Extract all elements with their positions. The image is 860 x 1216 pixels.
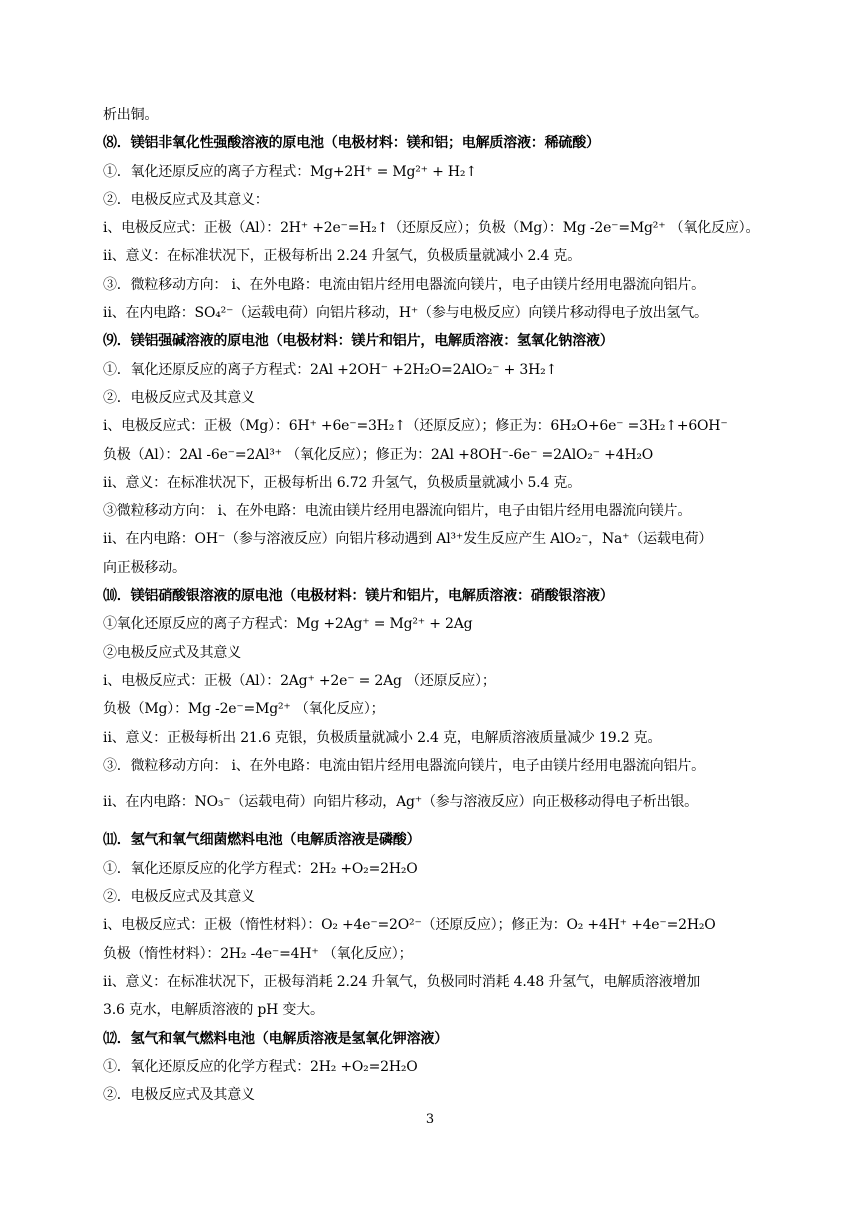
section-heading-10: ⑽．镁铝硝酸银溶液的原电池（电极材料：镁片和铝片，电解质溶液：硝酸银溶液） — [103, 588, 614, 605]
text-line: ③微粒移动方向： ⅰ、在外电路：电流由镁片经用电器流向铝片，电子由铝片经用电器流向镁片。 — [103, 503, 692, 520]
section-heading-9: ⑼．镁铝强碱溶液的原电池（电极材料：镁片和铝片，电解质溶液：氢氧化钠溶液） — [103, 333, 614, 350]
text-line: ⅱ、在内电路：SO₄²⁻（运载电荷）向铝片移动，H⁺（参与电极反应）向镁片移动得电子放出氢气。 — [103, 305, 708, 322]
text-line: ②．电极反应式及其意义： — [103, 191, 269, 208]
text-line: ①．氧化还原反应的离子方程式：2Al +2OH⁻ +2H₂O=2AlO₂⁻ + 3H₂↑ — [103, 361, 558, 378]
text-line: ②．电极反应式及其意义 — [103, 1087, 255, 1104]
text-line: ①．氧化还原反应的化学方程式：2H₂ +O₂=2H₂O — [103, 1058, 418, 1075]
text-line: 析出铜。 — [103, 107, 159, 123]
text-line: ②．电极反应式及其意义 — [103, 889, 255, 906]
text-line: ③．微粒移动方向： ⅰ、在外电路：电流由铝片经用电器流向镁片，电子由镁片经用电器流向铝片。 — [103, 276, 705, 293]
text-line: ①．氧化还原反应的离子方程式：Mg+2H⁺ = Mg²⁺ + H₂↑ — [103, 163, 477, 180]
page-body — [103, 101, 763, 1109]
text-line: ⅰ、电极反应式：正极（惰性材料）：O₂ +4e⁻=2O²⁻（还原反应）；修正为：O₂ +4H⁺ +4e⁻=2H₂O — [103, 917, 716, 934]
text-line: ⅰ、电极反应式：正极（Mg）：6H⁺ +6e⁻=3H₂↑（还原反应）；修正为：6H₂O+6e⁻ =3H₂↑+6OH⁻ — [103, 418, 728, 435]
text-line: ⅱ、意义：在标准状况下，正极每析出 6.72 升氢气，负极质量就减小 5.4 克。 — [103, 474, 581, 491]
page-number: 3 — [425, 1112, 435, 1127]
section-heading-11: ⑾．氢气和氧气细菌燃料电池（电解质溶液是磷酸） — [103, 832, 421, 849]
text-line: ③．微粒移动方向： ⅰ、在外电路：电流由铝片经用电器流向镁片，电子由镁片经用电器流向铝片。 — [103, 757, 705, 774]
text-line: ⅱ、在内电路：NO₃⁻（运载电荷）向铝片移动，Ag⁺（参与溶液反应）向正极移动得电子析出银。 — [103, 794, 698, 811]
text-line: ⅰ、电极反应式：正极（Al）：2H⁺ +2e⁻=H₂↑（还原反应）；负极（Mg）：Mg -2e⁻=Mg²⁺ （氧化反应）。 — [103, 220, 760, 237]
text-line: 向正极移动。 — [103, 559, 186, 576]
text-line: 负极（惰性材料）：2H₂ -4e⁻=4H⁺ （氧化反应）； — [103, 945, 413, 962]
text-line: ⅱ、意义：在标准状况下，正极每消耗 2.24 升氧气，负极同时消耗 4.48 升氢气，电解质溶液增加 — [103, 973, 701, 990]
text-line: ②电极反应式及其意义 — [103, 644, 241, 661]
section-heading-12: ⑿．氢气和氧气燃料电池（电解质溶液是氢氧化钾溶液） — [103, 1030, 448, 1047]
text-line: ⅱ、意义：正极每析出 21.6 克银，负极质量就减小 2.4 克，电解质溶液质量减少 19.2 克。 — [103, 729, 662, 746]
text-line: ⅰ、电极反应式：正极（Al）：2Ag⁺ +2e⁻ = 2Ag （还原反应）； — [103, 672, 496, 689]
text-line: ①氧化还原反应的离子方程式：Mg +2Ag⁺ = Mg²⁺ + 2Ag — [103, 616, 473, 633]
text-line: ①．氧化还原反应的化学方程式：2H₂ +O₂=2H₂O — [103, 860, 418, 877]
text-line: ⅱ、在内电路：OH⁻（参与溶液反应）向铝片移动遇到 Al³⁺发生反应产生 AlO₂⁻，Na⁺（运载电荷） — [103, 531, 713, 548]
text-line: 负极（Mg）：Mg -2e⁻=Mg²⁺ （氧化反应）； — [103, 701, 385, 718]
text-line: ②．电极反应式及其意义 — [103, 389, 255, 406]
text-line: 负极（Al）：2Al -6e⁻=2Al³⁺ （氧化反应）；修正为：2Al +8OH⁻-6e⁻ =2AlO₂⁻ +4H₂O — [103, 446, 654, 463]
text-line: 3.6 克水，电解质溶液的 pH 变大。 — [103, 1002, 324, 1019]
section-heading-8: ⑻．镁铝非氧化性强酸溶液的原电池（电极材料：镁和铝；电解质溶液：稀硫酸） — [103, 135, 600, 152]
text-line: ⅱ、意义：在标准状况下，正极每析出 2.24 升氢气，负极质量就减小 2.4 克。 — [103, 248, 581, 265]
